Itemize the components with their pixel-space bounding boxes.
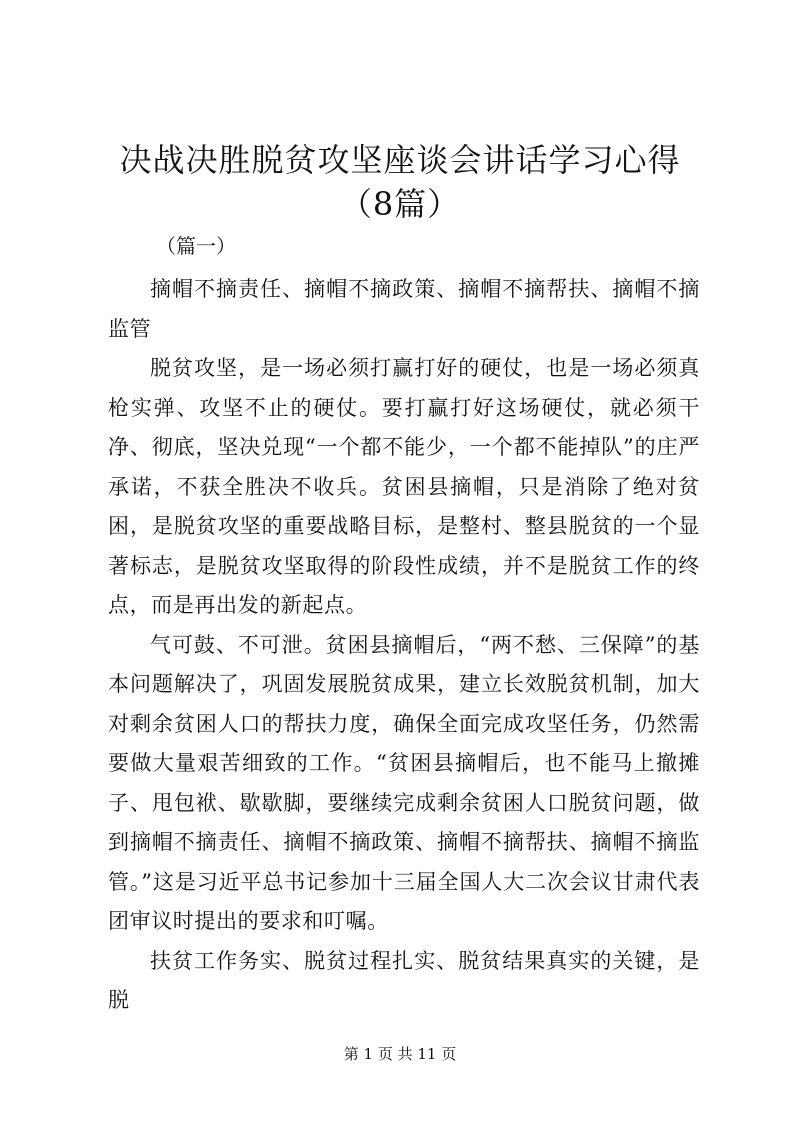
paragraph: 脱贫攻坚，是一场必须打赢打好的硬仗，也是一场必须真枪实弹、攻坚不止的硬仗。要打赢打好这场硬仗，就必须干净、彻底，坚决兑现“一个都不能少，一个都不能掉队”的庄严承诺，不获全胜决不收兵。贫困县摘帽，只是消除了绝对贫困，是脱贫攻坚的重要战略目标，是整村、整县脱贫的一个显著标志，是脱贫攻坚取得的阶段性成绩，并不是脱贫工作的终点，而是再出发的新起点。 [108,356,700,617]
paragraph-heading: 摘帽不摘责任、摘帽不摘政策、摘帽不摘帮扶、摘帽不摘监管 [108,277,700,341]
page-footer: 第 1 页 共 11 页 [343,1045,457,1063]
paragraph: 气可鼓、不可泄。贫困县摘帽后，“两不愁、三保障”的基本问题解决了，巩固发展脱贫成果，建立长效脱贫机制，加大对剩余贫困人口的帮扶力度，确保全面完成攻坚任务，仍然需要做大量艰苦细致的工作。“贫困县摘帽后，也不能马上撤摊子、甩包袱、歇歇脚，要继续完成剩余贫困人口脱贫问题，做到摘帽不摘责任、摘帽不摘政策、摘帽不摘帮扶、摘帽不摘监管。”这是习近平总书记参加十三届全国人大二次会议甘肃代表团审议时提出的要求和叮嘱。 [108,632,700,933]
document-body [108,270,700,1021]
document-title: 决战决胜脱贫攻坚座谈会讲话学习心得（8篇） [119,141,681,223]
paragraph: 扶贫工作务实、脱贫过程扎实、脱贫结果真实的关键，是脱 [108,948,700,1012]
section-label: （篇一） [156,234,236,258]
